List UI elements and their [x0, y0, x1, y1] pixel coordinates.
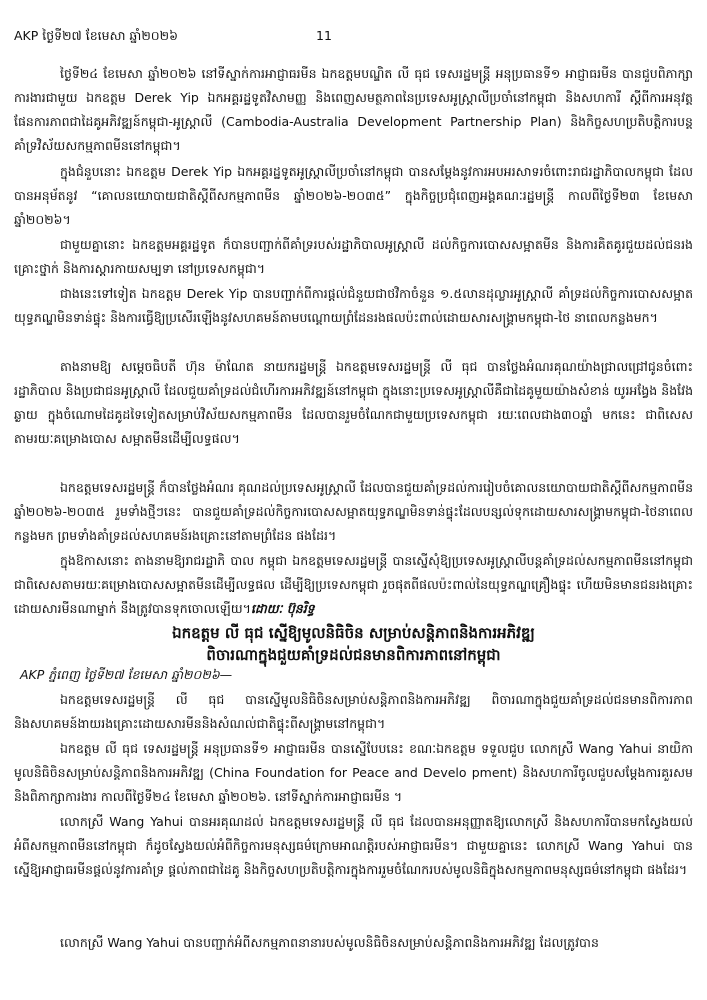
- article1-paragraph-3: ជាមួយគ្នានោះ ឯកឧត្តមអគ្គរដ្ឋទូត ក៏បានបញ្ជាក់ពីគាំទ្ររបស់រដ្ឋាភិបាលអូស្ត្រាលី ដល់កិច្ចការបោសសម្អាតមីន និងការគិតគូរជួយដល់ជនរងគ្រោះថ្នាក់ និងការស្ដារកាយសម្បទា នៅប្រទេសកម្ពុជា។: [14, 237, 693, 276]
- article1-paragraph-2: ក្នុងជំនួបនោះ ឯកឧត្តម Derek Yip ឯកអគ្គរដ្ឋទូតអូស្ត្រាលីប្រចាំនៅកម្ពុជា បានសម្ដែងនូវការអបអរសាទរចំពោះរាជរដ្ឋាភិបាលកម្ពុជា ដែលបានអនុម័តនូវ “គោលនយោបាយជាតិស្ដីពីសកម្មភាពមីន ឆ្នាំ២០២៦-២០៣៥” ក្នុងកិច្ចប្រជុំពេញអង្គគណៈរដ្ឋមន្ត្រី កាលពីថ្ងៃទី២៣ ខែមេសា ឆ្នាំ២០២៦។: [14, 164, 693, 227]
- article2-headline-line-1: ឯកឧត្តម លី ធុជ ស្នើឱ្យមូលនិធិចិន សម្រាប់សន្តិភាពនិងការអភិវឌ្ឍ: [172, 624, 535, 642]
- article2-headline-line-2: ពិចារណាក្នុងជួយគាំទ្រដល់ជនមានពិការភាពនៅកម្ពុជា: [206, 646, 501, 664]
- article1-paragraph-7: [14, 549, 693, 621]
- byline: ដោយៈ ប៊ុនរិទ្ធ: [250, 601, 315, 616]
- header-date: AKP ថ្ងៃទី២៧ ខែមេសា ឆ្នាំ២០២៦: [14, 28, 178, 43]
- article1-paragraph-4: ជាងនេះទៅទៀត ឯកឧត្តម Derek Yip បានបញ្ជាក់ពីការផ្ដល់ជំនួយជាថវិកាចំនួន ១.៥លានដុល្លារអូស្ត្រាលី គាំទ្រដល់កិច្ចការបោសសម្អាតយុទ្ធភណ្ឌមិនទាន់ផ្ទុះ និងការធ្វើឱ្យប្រសើរឡើងនូវសហគមន៍តាមបណ្ដោយព្រំដែនរងផលប៉ះពាល់ដោយសារសង្គ្រាមកម្ពុជា-ថៃ នាពេលកន្លងមក។: [14, 286, 693, 325]
- page-number: 11: [316, 28, 332, 43]
- article1-paragraph-1: ថ្ងៃទី២៤ ខែមេសា ឆ្នាំ២០២៦ នៅទីស្នាក់ការអាជ្ញាធរមីន ឯកឧត្តមបណ្ឌិត លី ធុជ ទេសរដ្ឋមន្ត្រី អនុប្រធានទី១ អាជ្ញាធរមីន បានជួបពិភាក្សាការងារជាមួយ ឯកឧត្តម Derek Yip ឯកអគ្គរដ្ឋទូតវិសាមញ្ញ និងពេញសមត្ថភាពនៃប្រទេសអូស្ត្រាលីប្រចាំនៅកម្ពុជា និងសហការី ស្ដីពីការអនុវត្តផែនការភាពជាដៃគូអភិវឌ្ឍន៍កម្ពុជា-អូស្ត្រាលី (Cambodia-Australia Development Partnership Plan) និងកិច្ចសហប្រតិបត្តិការបន្តគាំទ្រវិស័យសកម្មភាពមីននៅកម្ពុជា។: [14, 66, 693, 153]
- article2-dateline: AKP ភ្នំពេញ ថ្ងៃទី២៧ ខែមេសា ឆ្នាំ២០២៦—: [20, 667, 233, 682]
- article1-paragraph-7-text: ក្នុងឱកាសនោះ តាងនាមឱ្យរាជរដ្ឋាភិ បាល កម្ពុជា ឯកឧត្តមទេសរដ្ឋមន្ត្រី បានស្នើសុំឱ្យប្រទេសអូស្ត្រាលីបន្តគាំទ្រដល់សកម្មភាពមីននៅកម្ពុជា ជាពិសេសតាមរយៈគម្រោងបោសសម្អាតមីនដើម្បីលទ្ធផល ដើម្បីឱ្យប្រទេសកម្ពុជា រួចផុតពីផលប៉ះពាល់នៃយុទ្ធភណ្ឌគ្រឿងផ្ទុះ ហើយមិនមានជនរងគ្រោះដោយសារមីនណាម្នាក់ នឹងត្រូវបានទុកចោលឡើយ។: [14, 553, 693, 616]
- article1-paragraph-5: តាងនាមឱ្យ សម្ដេចធិបតី ហ៊ុន ម៉ាណែត នាយករដ្ឋមន្ត្រី ឯកឧត្តមទេសរដ្ឋមន្ត្រី លី ធុជ បានថ្លែងអំណរគុណយ៉ាងជ្រាលជ្រៅជូនចំពោះរដ្ឋាភិបាល និងប្រជាជនអូស្ត្រាលី ដែលជួយគាំទ្រដល់ជំហើរការអភិវឌ្ឍន៍នៅកម្ពុជា ក្នុងនោះប្រទេសអូស្ត្រាលីគឺជាដៃគូមួយយ៉ាងសំខាន់ យូរអង្វែង និងវែងឆ្ងាយ ក្នុងចំណោមដៃគូដទៃទៀតសម្រាប់វិស័យសកម្មភាពមីន ដែលបានរួមចំណែកជាមួយប្រទេសកម្ពុជា រយៈពេលជាង៣០ឆ្នាំ មកនេះ ជាពិសេសតាមរយៈគម្រោងបោស សម្អាតមីនដើម្បីលទ្ធផល។: [14, 359, 693, 446]
- article1-paragraph-6: ឯកឧត្តមទេសរដ្ឋមន្ត្រី ក៏បានថ្លែងអំណរ គុណដល់ប្រទេសអូស្ត្រាលី ដែលបានជួយគាំទ្រដល់ការរៀបចំគោលនយោបាយជាតិស្ដីពីសកម្មភាពមីន ឆ្នាំ២០២៦-២០៣៥ រួមទាំងថ្មីៗនេះ បានជួយគាំទ្រដល់កិច្ចការបោសសម្អាតយុទ្ធភណ្ឌមិនទាន់ផ្ទុះដែលបន្សល់ទុកដោយសារសង្គ្រាមកម្ពុជា-ថៃនាពេលកន្លងមក ព្រមទាំងគាំទ្រដល់សហគមន៍រងគ្រោះនៅតាមព្រំដែន ផងដែរ។: [14, 480, 693, 543]
- article2-paragraph-2: ឯកឧត្តម លី ធុជ ទេសរដ្ឋមន្ត្រី អនុប្រធានទី១ អាជ្ញាធរមីន បានស្នើបែបនេះ ខណៈឯកឧត្តម ទទួលជួប លោកស្រី Wang Yahui នាយិកាមូលនិធិចិនសម្រាប់សន្តិភាពនិងការអភិវឌ្ឍ (China Foundation for Peace and Develo pment) និងសហការីចូលជួបសម្ដែងការគួរសម និងពិភាក្សាការងារ កាលពីថ្ងៃទី២៤ ខែមេសា ឆ្នាំ២០២៦. នៅទីស្នាក់ការអាជ្ញាធរមីន ។: [14, 741, 693, 804]
- article2-paragraph-1: ឯកឧត្តមទេសរដ្ឋមន្ត្រី លី ធុជ បានស្នើមូលនិធិចិនសម្រាប់សន្តិភាពនិងការអភិវឌ្ឍ ពិចារណាក្នុងជួយគាំទ្រដល់ជនមានពិការភាព និងសហគមន៍ងាយរងគ្រោះដោយសារមីននិងសំណល់ជាតិផ្ទុះពីសង្គ្រាមនៅកម្ពុជា។: [14, 692, 693, 731]
- article2-paragraph-3: លោកស្រី Wang Yahui បានអរគុណដល់ ឯកឧត្តមទេសរដ្ឋមន្ត្រី លី ធុជ ដែលបានអនុញ្ញាតឱ្យលោកស្រី និងសហការីបានមកស្វែងយល់អំពីសកម្មភាពមីននៅកម្ពុជា ក៏ដូចស្វែងយល់អំពីកិច្ចការមនុស្សធម៌ក្រោមអាណត្តិរបស់អាជ្ញាធរមីន។ ជាមួយគ្នានេះ លោកស្រី Wang Yahui បានស្នើឱ្យអាជ្ញាធរមីនផ្ដល់នូវការគាំទ្រ ផ្ដល់ភាពជាដៃគូ និងកិច្ចសហប្រតិបត្តិការក្នុងការរួមចំណែករបស់មូលនិធិក្នុងសកម្មភាពមនុស្សធម៌នៅកម្ពុជា ផងដែរ។: [14, 814, 693, 877]
- article2-paragraph-4: លោកស្រី Wang Yahui បានបញ្ជាក់អំពីសកម្មភាពនានារបស់មូលនិធិចិនសម្រាប់សន្តិភាពនិងការអភិវឌ្ឍ ដែលត្រូវបាន: [60, 935, 599, 950]
- page-header: [14, 28, 693, 44]
